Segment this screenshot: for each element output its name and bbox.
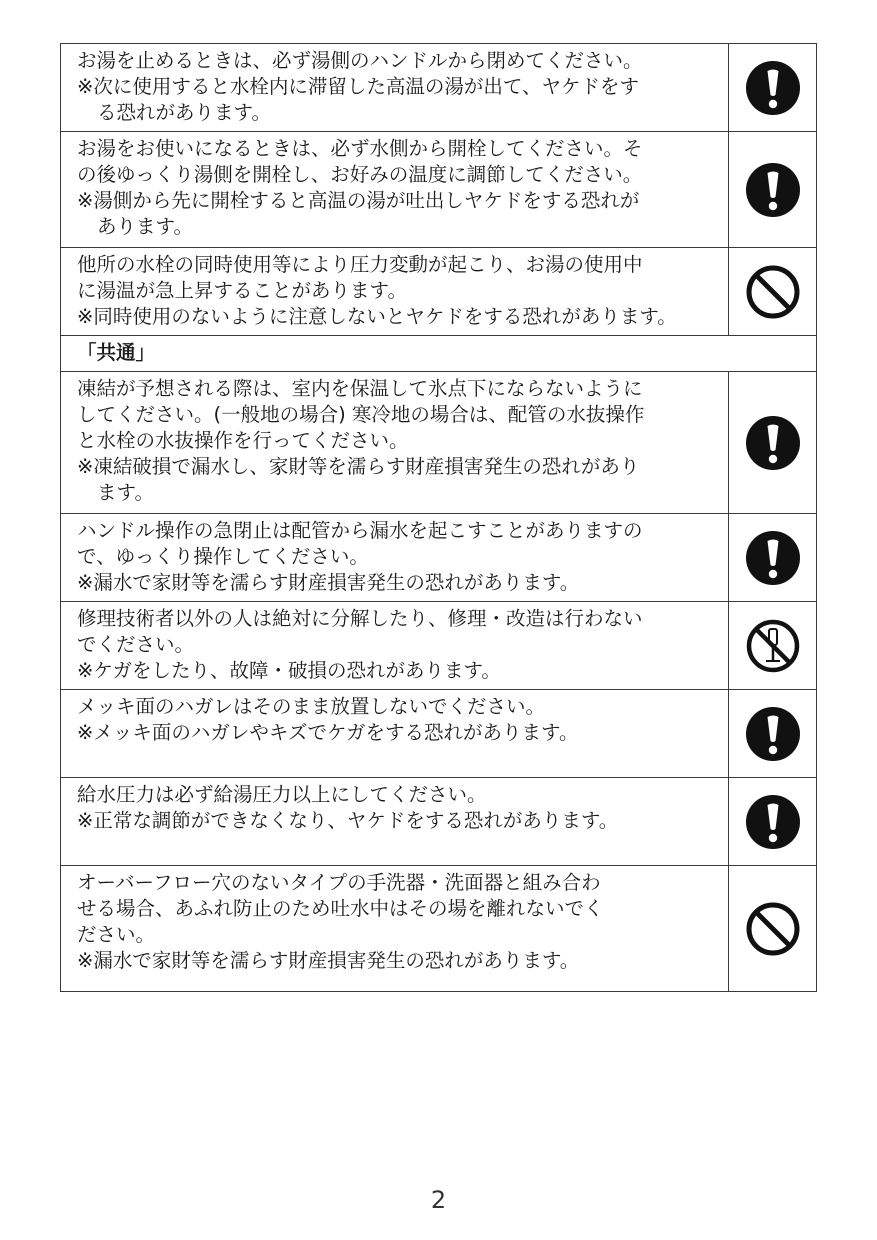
warning-line: ※同時使用のないように注意しないとヤケドをする恐れがあります。 [77, 305, 677, 328]
mandatory-icon [744, 529, 802, 587]
section-header: 「共通」 [61, 336, 817, 372]
mandatory-icon [744, 793, 802, 851]
warning-text [61, 132, 729, 248]
warning-row [61, 602, 817, 690]
warning-row [61, 866, 817, 992]
warning-line: ※漏水で家財等を濡らす財産損害発生の恐れがあります。 [77, 571, 580, 594]
warning-text [61, 372, 729, 514]
no-disassembly-icon [744, 617, 802, 675]
warning-line: 給水圧力は必ず給湯圧力以上にしてください。 [77, 783, 487, 806]
warning-line: 他所の水栓の同時使用等により圧力変動が起こり、お湯の使用中 [77, 253, 643, 276]
warning-text [61, 44, 729, 132]
warning-line: で、ゆっくり操作してください。 [77, 545, 369, 568]
warning-row [61, 248, 817, 336]
warning-line: ※メッキ面のハガレやキズでケガをする恐れがあります。 [77, 721, 579, 744]
warning-line: と水栓の水抜操作を行ってください。 [77, 429, 409, 452]
warning-text [61, 602, 729, 690]
warning-line: メッキ面のハガレはそのまま放置しないでください。 [77, 695, 546, 718]
warning-line: ※ケガをしたり、故障・破損の恐れがあります。 [77, 659, 501, 682]
safety-warning-table [60, 43, 817, 992]
warning-symbol-cell [729, 514, 817, 602]
warning-line: ださい。 [77, 923, 156, 946]
warning-line: せる場合、あふれ防止のため吐水中はその場を離れないでく [77, 897, 604, 920]
warning-line: あります。 [97, 215, 193, 238]
warning-row [61, 372, 817, 514]
warning-line: してください。(一般地の場合) 寒冷地の場合は、配管の水抜操作 [77, 403, 645, 426]
warning-row [61, 690, 817, 778]
warning-text [61, 690, 729, 778]
warning-line: ※次に使用すると水栓内に滞留した高温の湯が出て、ヤケドをす [77, 75, 639, 98]
warning-line: でください。 [77, 633, 195, 656]
warning-row [61, 132, 817, 248]
mandatory-icon [744, 59, 802, 117]
warning-symbol-cell [729, 132, 817, 248]
warning-symbol-cell [729, 248, 817, 336]
mandatory-icon [744, 705, 802, 763]
warning-line: ※凍結破損で漏水し、家財等を濡らす財産損害発生の恐れがあり [77, 455, 640, 478]
warning-text [61, 866, 729, 992]
warning-line: ます。 [97, 481, 154, 504]
warning-text [61, 514, 729, 602]
warning-line: ハンドル操作の急閉止は配管から漏水を起こすことがありますの [77, 519, 643, 542]
page-number: 2 [430, 1186, 447, 1214]
warning-line: ※漏水で家財等を濡らす財産損害発生の恐れがあります。 [77, 949, 580, 972]
warning-symbol-cell [729, 44, 817, 132]
warning-text [61, 778, 729, 866]
warning-line: に湯温が急上昇することがあります。 [77, 279, 407, 302]
warning-symbol-cell [729, 602, 817, 690]
warning-line: ※正常な調節ができなくなり、ヤケドをする恐れがあります。 [77, 809, 619, 832]
mandatory-icon [744, 161, 802, 219]
warning-line: 凍結が予想される際は、室内を保温して氷点下にならないように [77, 377, 643, 400]
mandatory-icon [744, 414, 802, 472]
section-header-row [61, 336, 817, 372]
warning-line: オーバーフロー穴のないタイプの手洗器・洗面器と組み合わ [77, 871, 601, 894]
warning-row [61, 778, 817, 866]
warning-line: る恐れがあります。 [97, 101, 271, 124]
warning-line: お湯をお使いになるときは、必ず水側から開栓してください。そ [77, 137, 643, 160]
warning-row [61, 44, 817, 132]
prohibition-icon [744, 900, 802, 958]
warning-symbol-cell [729, 372, 817, 514]
warning-line: 修理技術者以外の人は絶対に分解したり、修理・改造は行わない [77, 607, 643, 630]
warning-text [61, 248, 729, 336]
warning-row [61, 514, 817, 602]
prohibition-icon [744, 263, 802, 321]
warning-symbol-cell [729, 778, 817, 866]
warning-symbol-cell [729, 690, 817, 778]
warning-line: お湯を止めるときは、必ず湯側のハンドルから閉めてください。 [77, 49, 643, 72]
warning-symbol-cell [729, 866, 817, 992]
warning-line: の後ゆっくり湯側を開栓し、お好みの温度に調節してください。 [77, 163, 643, 186]
warning-line: ※湯側から先に開栓すると高温の湯が吐出しヤケドをする恐れが [77, 189, 640, 212]
